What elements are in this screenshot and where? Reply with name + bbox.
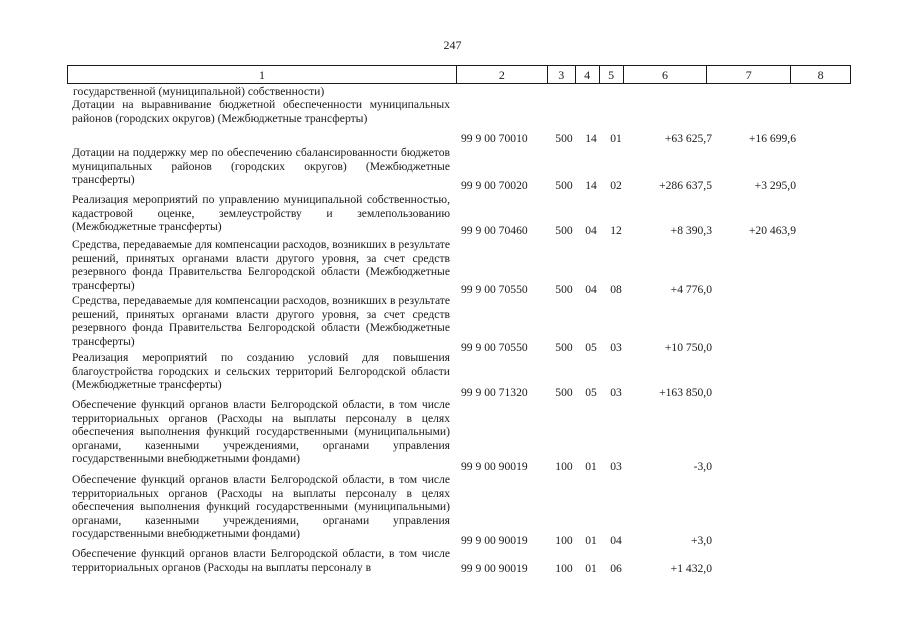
row-col-5: 01 (610, 132, 622, 145)
row-col-4: 01 (585, 534, 597, 547)
row-col-6: +10 750,0 (664, 341, 712, 354)
page-number: 247 (443, 38, 462, 52)
row-col-6: +163 850,0 (659, 386, 712, 399)
row-description: Обеспечение функций органов власти Белгородской области, в том числе территориальных органов (Расходы на выплаты персоналу в (72, 547, 450, 574)
row-col-7: +3 295,0 (754, 179, 796, 192)
row-col-7: +20 463,9 (748, 224, 796, 237)
row-col-5: 03 (610, 460, 622, 473)
row-col-3: 500 (555, 283, 573, 296)
row-description: Дотации на выравнивание бюджетной обеспеченности муниципальных районов (городских округов) (Межбюджетные трансферты) (72, 98, 450, 125)
row-col-6: +3,0 (690, 534, 712, 547)
row-code: 99 9 00 70460 (461, 224, 528, 237)
row-description: Обеспечение функций органов власти Белгородской области, в том числе территориальных органов (Расходы на выплаты персоналу в целях обеспечения выполнения функций государственными (муниципальными) органами, казенными учреждениями, органами управления государственными внебюджетными фондами) (72, 473, 450, 541)
row-col-5: 12 (610, 224, 622, 237)
row-col-5: 04 (610, 534, 622, 547)
row-col-3: 100 (555, 562, 573, 575)
row-col-6: +8 390,3 (670, 224, 712, 237)
row-col-4: 04 (585, 283, 597, 296)
row-col-6: +4 776,0 (670, 283, 712, 296)
row-col-3: 500 (555, 224, 573, 237)
row-col-4: 05 (585, 386, 597, 399)
header-col-4: 4 (576, 66, 600, 83)
row-code: 99 9 00 71320 (461, 386, 528, 399)
header-col-1: 1 (68, 66, 457, 83)
header-col-2: 2 (457, 66, 548, 83)
row-col-6: -3,0 (693, 460, 712, 473)
row-col-5: 02 (610, 179, 622, 192)
row-code: 99 9 00 70550 (461, 283, 528, 296)
row-col-3: 500 (555, 386, 573, 399)
row-code: 99 9 00 90019 (461, 562, 528, 575)
row-description: Средства, передаваемые для компенсации расходов, возникших в результате решений, принятых органами власти другого уровня, за счет средств резервного фонда Правительства Белгородской области (Межбюджетные трансферты) (72, 238, 450, 292)
row-description: Средства, передаваемые для компенсации расходов, возникших в результате решений, принятых органами власти другого уровня, за счет средств резервного фонда Правительства Белгородской области (Межбюджетные трансферты) (72, 294, 450, 348)
row-col-3: 500 (555, 341, 573, 354)
row-col-5: 06 (610, 562, 622, 575)
row-col-5: 03 (610, 386, 622, 399)
row-col-6: +286 637,5 (659, 179, 712, 192)
row-col-5: 08 (610, 283, 622, 296)
header-col-6: 6 (624, 66, 708, 83)
row-col-3: 500 (555, 132, 573, 145)
row-col-3: 100 (555, 534, 573, 547)
row-code: 99 9 00 90019 (461, 460, 528, 473)
row-col-4: 14 (585, 132, 597, 145)
header-col-3: 3 (548, 66, 576, 83)
row-description: Реализация мероприятий по созданию условий для повышения благоустройства городских и сельских территорий Белгородской области (Межбюджетные трансферты) (72, 351, 450, 392)
row-col-7: +16 699,6 (748, 132, 796, 145)
row-col-6: +1 432,0 (670, 562, 712, 575)
row-col-3: 100 (555, 460, 573, 473)
row-description: Реализация мероприятий по управлению муниципальной собственностью, кадастровой оценке, землеустройству и землепользованию (Межбюджетные трансферты) (72, 193, 450, 234)
row-code: 99 9 00 70010 (461, 132, 528, 145)
row-code: 99 9 00 90019 (461, 534, 528, 547)
continued-text: государственной (муниципальной) собственности) (73, 85, 325, 98)
row-code: 99 9 00 70550 (461, 341, 528, 354)
row-col-6: +63 625,7 (664, 132, 712, 145)
row-code: 99 9 00 70020 (461, 179, 528, 192)
header-col-5: 5 (600, 66, 624, 83)
table-header (67, 65, 851, 84)
row-description: Обеспечение функций органов власти Белгородской области, в том числе территориальных органов (Расходы на выплаты персоналу в целях обеспечения выполнения функций государственными (муниципальными) органами, казенными учреждениями, органами управления государственными внебюджетными фондами) (72, 398, 450, 466)
row-col-4: 04 (585, 224, 597, 237)
header-col-7: 7 (707, 66, 791, 83)
row-col-4: 01 (585, 562, 597, 575)
header-col-8: 8 (817, 68, 824, 82)
row-description: Дотации на поддержку мер по обеспечению сбалансированности бюджетов муниципальных районов (городских округов) (Межбюджетные трансферты) (72, 146, 450, 187)
row-col-4: 14 (585, 179, 597, 192)
row-col-3: 500 (555, 179, 573, 192)
row-col-4: 05 (585, 341, 597, 354)
row-col-4: 01 (585, 460, 597, 473)
row-col-5: 03 (610, 341, 622, 354)
